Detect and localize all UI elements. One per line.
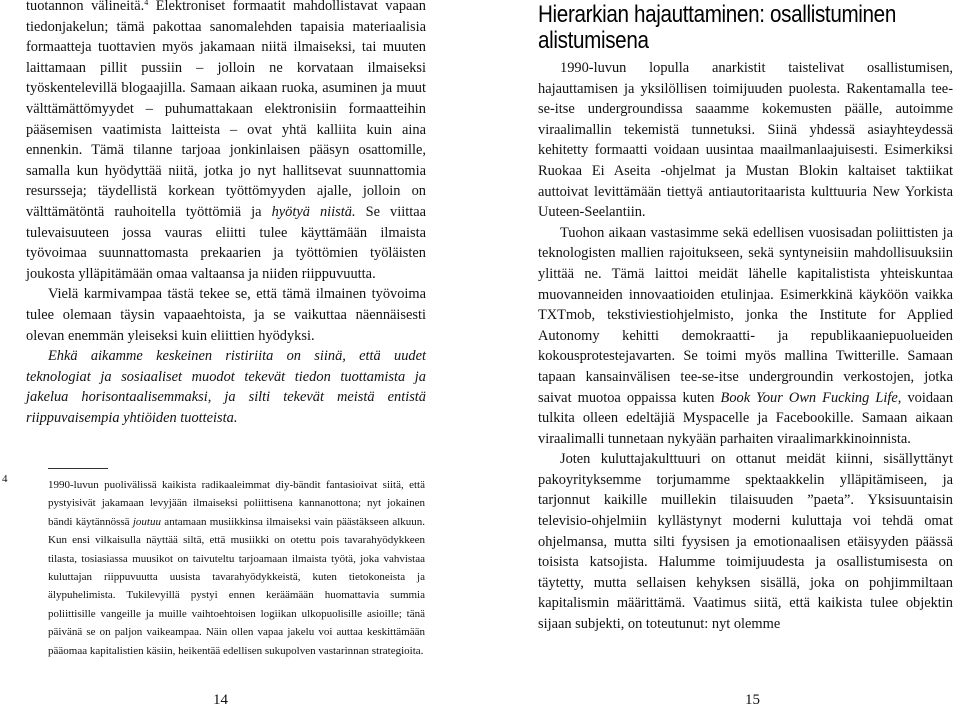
paragraph xyxy=(26,0,426,284)
paragraph xyxy=(538,449,953,634)
text-run: Se viittaa tulevaisuuteen jossa vauras eliitti tulee käyttämään ilmaista työvoimaa suunnattomasta prekaarien ja työttömien työläisten joukosta ylläpitämään omaa valtaansa ja niiden riippuvuutta. xyxy=(26,203,426,282)
emphasis-text: joutuu xyxy=(132,515,161,528)
emphasis-text: hyötyä niistä. xyxy=(271,203,356,220)
text-run: Tuohon aikaan vastasimme sekä edellisen vuosisadan poliittisten ja teknologisten mallien rajoitukseen, sekä syntyneisiin mahdollisuuksiin ylittää ne. Tämä laittoi meidät lähelle kapitalistista yhteiskuntaa muovanneiden innovaatioiden etulinjaa. Esimerkkinä käyköön vaikka TXTmob, tekstiviestiohjelmisto, jonka the Institute for Applied Autonomy kehitti demokraatti- ja republikaaniepuolueiden kokousprotestejavarten. Se toimi myös mallina Twitterille. Samaan tapaan kansainvälisen tee-se-itse undergroundin verkostojen, jotka saivat muotoa oppaissa kuten xyxy=(538,224,953,406)
footnote-text xyxy=(48,476,425,660)
emphasis-text: Book Your Own Fucking Life xyxy=(720,389,898,406)
text-run: , voidaan tulkita olleen edeltäjiä Myspacelle ja Facebookille. Samaan aikaan viraalimalli tunnetaan nykyään parhaiten viraalimarkkinoinnista. xyxy=(538,389,954,447)
page-number-right: 15 xyxy=(745,692,760,708)
paragraph xyxy=(538,223,953,450)
paragraph xyxy=(538,58,953,223)
page-number-left: 14 xyxy=(213,692,228,708)
text-run: 1990-luvun lopulla anarkistit taistelivat osallistumisen, hajauttamisen ja yksilöllisen toimijuuden puolesta. Rakentamalla tee-se-itse undergroundissa saaamme kokemusten päälle, autoimme viraalimallin tekemistä tunnetuksi. Siinä yhdessä asiayhteydessä kehitetty formaatti voidaan uusintaa maailmanlaajuisesti. Esimerkiksi Ruokaa Ei Aseita -ohjelmat ja Mustan Blokin kaltaiset taktiikat auttoivat levittämään tiettyä antiautoritaarista kulttuuria New Yorkista Uuteen-Seelantiin. xyxy=(538,60,953,221)
text-run: Joten kuluttajakulttuuri on ottanut meidät kiinni, sisällyttänyt pakoyrityksemme torjumamme spektaakkelin ylläpitämiseen, ja tarjonnut kaikille muillekin tilaisuuden ”paeta”. Yksisuuntaisin televisio-ohjelmiin kyllästynyt moderni kuluttaja voi tehdä omat ohjelmansa, mutta silti fyysisen ja emotionaalisen etäisyyden päässä toisista katsojista. Halumme toimijuudesta ja osallistumisesta on täytetty, mutta sellaisen kehyksen sisällä, joka on pohjimmiltaan kapitalismin määrittämä. Vaatimus siitä, että kaikista tulee objektin sijaan subjekti, on toteutunut: nyt olemme xyxy=(538,451,953,633)
emphasis-text: Ehkä aikamme keskeinen ristiriita on siinä, että uudet teknologiat ja sosiaaliset muodot tekevät tiedon tuottamista ja jakelua horisontaalisemmaksi, ja silti tekevät meistä entistä riippuvaisempia yhtiöiden tuotteista. xyxy=(26,348,426,426)
left-body-text xyxy=(26,0,426,428)
text-run: Elektroniset formaatit mahdollistavat vapaan tiedonjakelun; tämä pakottaa sanomalehden tapaisia materiaalisia formaatteja tuottavien myös jakamaan niitä ilmaiseksi, tai muuten laittamaan pillit pussiin – jolloin ne korvataan ilmaiseksi työskentelevillä blogaajilla. Samaan aikaan ruoka, asuminen ja muut välttämättömyydet – puhumattakaan elektronisiin formaatteihin pääsemisen vaatimista laitteista – ovat yhtä kalliita kuin aina ennenkin. Tämä tilanne tarjoaa jonkinlaisen pääsyn osattomille, samalla kun hyödyttää niitä, jotka jo nyt hallitsevat suunnattomia resursseja; täydellistä korkean työttömyyden ajalle, jolloin on välttämätöntä rauhoitella työttömiä ja xyxy=(26,0,427,220)
footnote-number: 4 xyxy=(2,473,8,485)
footnote-reference: 4 xyxy=(144,0,149,7)
text-run: 1990-luvun puolivälissä kaikista radikaaleimmat diy-bändit fantasioivat siitä, että pystyisivät jakamaan levyjään ilmaiseksi poliittisena kannanottona; nyt jokainen bändi käytännössä xyxy=(48,479,425,528)
text-run: tuotannon välineitä. xyxy=(26,0,145,14)
paragraph xyxy=(26,346,426,428)
footnote-rule xyxy=(48,468,108,469)
section-heading: Hierarkian hajauttaminen: osallistuminen alistumisena xyxy=(538,1,896,54)
right-page xyxy=(538,0,953,635)
left-page xyxy=(26,0,426,428)
footnote xyxy=(48,476,425,660)
text-run: Vielä karmivampaa tästä tekee se, että tämä ilmainen työvoima tulee olemaan täysin vapaaehtoista, ja se vaikuttaa näennäisesti olevan enemmän yleiseksi kuin eliittien hyödyksi. xyxy=(26,286,426,344)
paragraph xyxy=(26,284,426,346)
right-body-text xyxy=(538,58,953,635)
text-run: antamaan musiikkinsa ilmaiseksi vain päästäkseen alkuun. Kun ensi vilkaisulla näyttää siltä, että musiikki on otettu pois tavarahyödykkeen tilasta, tosiasiassa muusikot on taivuteltu tarjoamaan ilmaista työtä, joka vahvistaa kuluttajan riippuvuutta uusista tavarahyödykkeistä, kuten tietokoneista ja älypuhelimista. Tukilevyillä pystyi ennen keräämään huomattavia summia poliittisille vangeille ja muille vaihtoehtoisen logiikan ulkopuolisille asioille; tänä päivänä se on paljon vaikeampaa. Näin ollen vapaa jakelu voi auttaa keskittämään pääomaa kapitalistien käsiin, heikentää edellisen sukupolven vastarinnan strategioita. xyxy=(48,515,426,657)
